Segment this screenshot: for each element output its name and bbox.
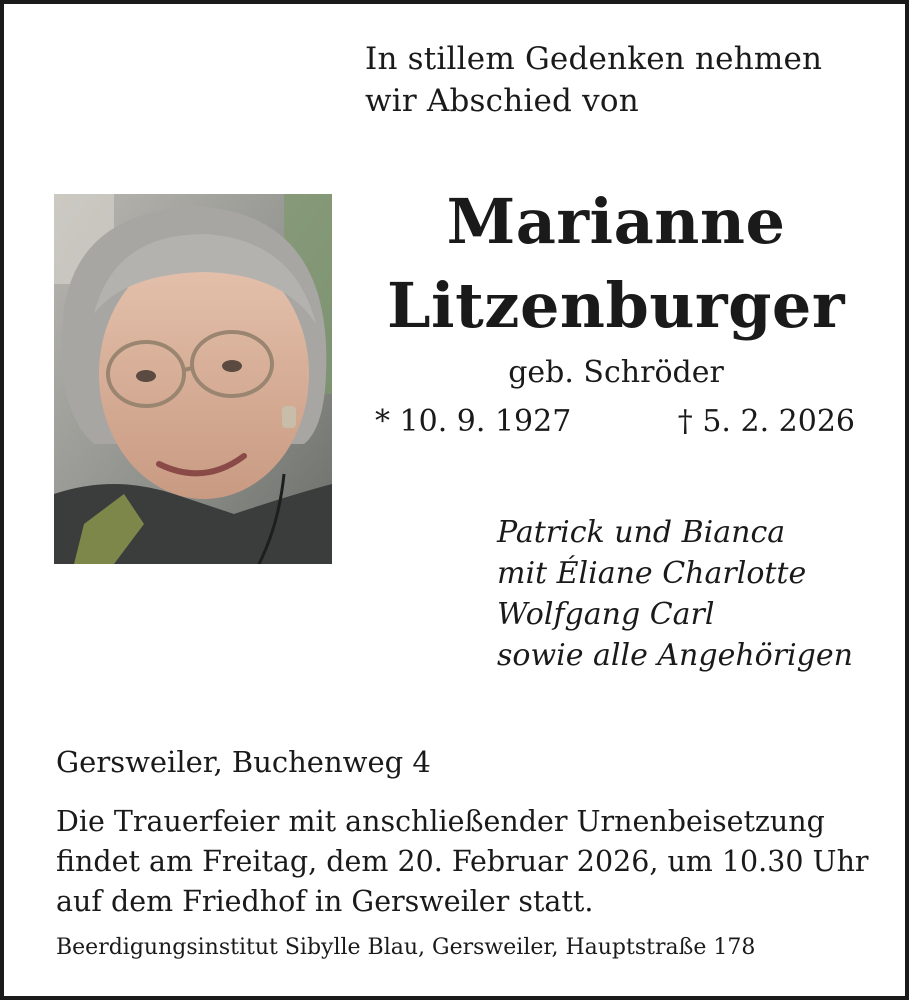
maiden-name: geb. Schröder — [508, 355, 724, 390]
birth-date: * 10. 9. 1927 — [375, 404, 572, 439]
life-dates — [375, 402, 855, 446]
deceased-name — [366, 180, 866, 348]
ceremony-line: auf dem Friedhof in Gersweiler statt. — [56, 885, 594, 918]
ceremony-line: findet am Freitag, dem 20. Februar 2026, um 10.30 Uhr — [56, 845, 869, 878]
last-name: Litzenburger — [386, 269, 846, 342]
first-name: Marianne — [446, 185, 786, 258]
mourner-line: Patrick und Bianca — [497, 515, 786, 550]
mourner-line: mit Éliane Charlotte — [497, 556, 807, 591]
intro-text — [365, 38, 885, 122]
portrait-photo — [54, 194, 332, 564]
ceremony-line: Die Trauerfeier mit anschließender Urnenbeisetzung — [56, 805, 825, 838]
mourner-line: Wolfgang Carl — [497, 597, 715, 632]
ceremony-details — [56, 802, 876, 922]
intro-line: In stillem Gedenken nehmen — [365, 41, 823, 77]
portrait-photo-icon — [54, 194, 332, 564]
mourners-list — [497, 512, 897, 676]
death-date: † 5. 2. 2026 — [677, 404, 855, 439]
funeral-home: Beerdigungsinstitut Sibylle Blau, Gersweiler, Hauptstraße 178 — [56, 935, 756, 960]
mourner-line: sowie alle Angehörigen — [497, 638, 853, 673]
intro-line: wir Abschied von — [365, 83, 639, 119]
mourner-address: Gersweiler, Buchenweg 4 — [56, 745, 431, 779]
